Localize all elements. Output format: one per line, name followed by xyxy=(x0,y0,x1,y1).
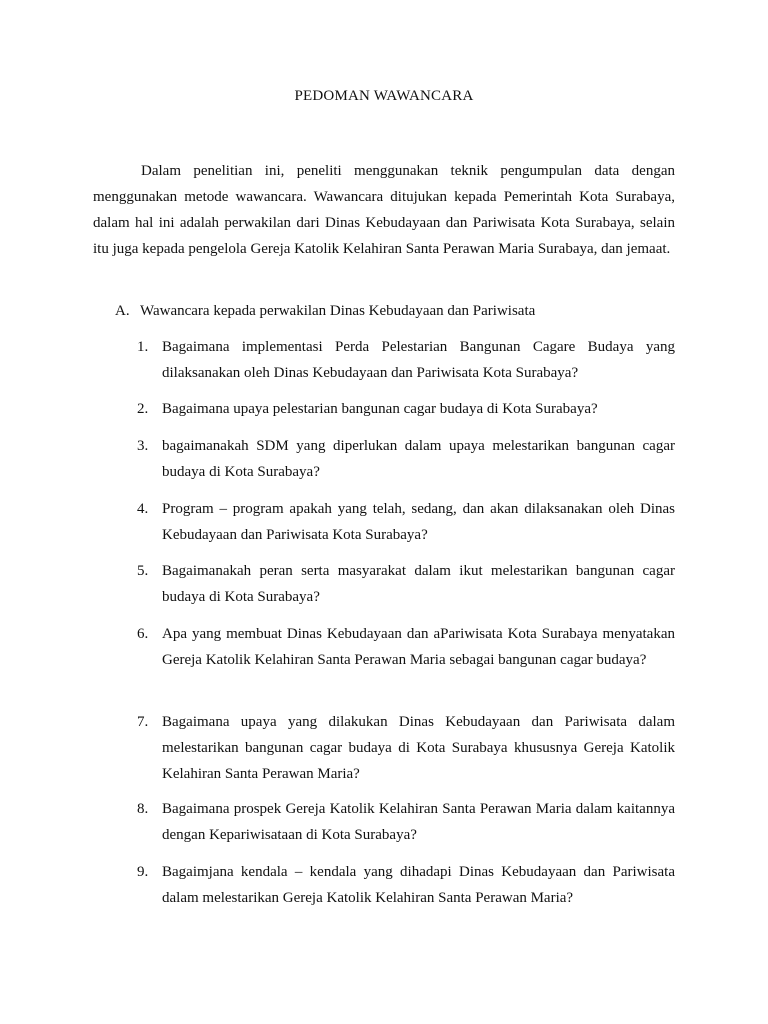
question-text: Bagaimana implementasi Perda Pelestarian Bangunan Cagare Budaya yang dilaksanakan oleh Dinas Kebudayaan dan Pariwisata Kota Surabaya? xyxy=(162,339,675,381)
section-a xyxy=(115,298,675,324)
question-text: Bagaimana upaya yang dilakukan Dinas Kebudayaan dan Pariwisata dalam melestarikan bangunan cagar budaya di Kota Surabaya khususnya Gereja Katolik Kelahiran Santa Perawan Maria? xyxy=(162,714,675,782)
question-number: 8. xyxy=(137,801,149,817)
question-number: 9. xyxy=(137,864,149,880)
question-item-1 xyxy=(137,334,675,386)
question-number: 5. xyxy=(137,563,149,579)
question-text: bagaimanakah SDM yang diperlukan dalam upaya melestarikan bangunan cagar budaya di Kota Surabaya? xyxy=(162,438,675,480)
question-item-5 xyxy=(137,558,675,610)
question-number: 1. xyxy=(137,339,149,355)
section-marker: A. xyxy=(115,303,130,319)
section-heading xyxy=(115,298,675,324)
question-number: 7. xyxy=(137,714,149,730)
question-item-2 xyxy=(137,396,675,422)
question-text: Bagaimjana kendala – kendala yang dihadapi Dinas Kebudayaan dan Pariwisata dalam melestarikan Gereja Katolik Kelahiran Santa Perawan Maria? xyxy=(162,864,675,906)
question-number: 6. xyxy=(137,626,149,642)
question-item-8 xyxy=(137,796,675,848)
question-number: 3. xyxy=(137,438,149,454)
question-item-9 xyxy=(137,859,675,911)
question-text: Bagaimana upaya pelestarian bangunan cagar budaya di Kota Surabaya? xyxy=(162,401,598,417)
question-item-6 xyxy=(137,621,675,673)
question-item-7 xyxy=(137,709,675,787)
question-item-3 xyxy=(137,433,675,485)
question-text: Apa yang membuat Dinas Kebudayaan dan aPariwisata Kota Surabaya menyatakan Gereja Katolik Kelahiran Santa Perawan Maria sebagai bangunan cagar budaya? xyxy=(162,626,675,668)
question-item-4 xyxy=(137,496,675,548)
section-heading-text: Wawancara kepada perwakilan Dinas Kebudayaan dan Pariwisata xyxy=(140,303,536,319)
question-text: Bagaimana prospek Gereja Katolik Kelahiran Santa Perawan Maria dalam kaitannya dengan Kepariwisataan di Kota Surabaya? xyxy=(162,801,675,843)
question-number: 2. xyxy=(137,401,149,417)
document-title: PEDOMAN WAWANCARA xyxy=(294,88,474,104)
intro-paragraph: Dalam penelitian ini, peneliti menggunakan teknik pengumpulan data dengan menggunakan metode wawancara. Wawancara ditujukan kepada Pemerintah Kota Surabaya, dalam hal ini adalah perwakilan dari Dinas Kebudayaan dan Pariwisata Kota Surabaya, selain itu juga kepada pengelola Gereja Katolik Kelahiran Santa Perawan Maria Surabaya, dan jemaat. xyxy=(93,163,675,257)
question-number: 4. xyxy=(137,501,149,517)
question-text: Program – program apakah yang telah, sedang, dan akan dilaksanakan oleh Dinas Kebudayaan dan Pariwisata Kota Surabaya? xyxy=(162,501,675,543)
question-text: Bagaimanakah peran serta masyarakat dalam ikut melestarikan bangunan cagar budaya di Kota Surabaya? xyxy=(162,563,675,605)
